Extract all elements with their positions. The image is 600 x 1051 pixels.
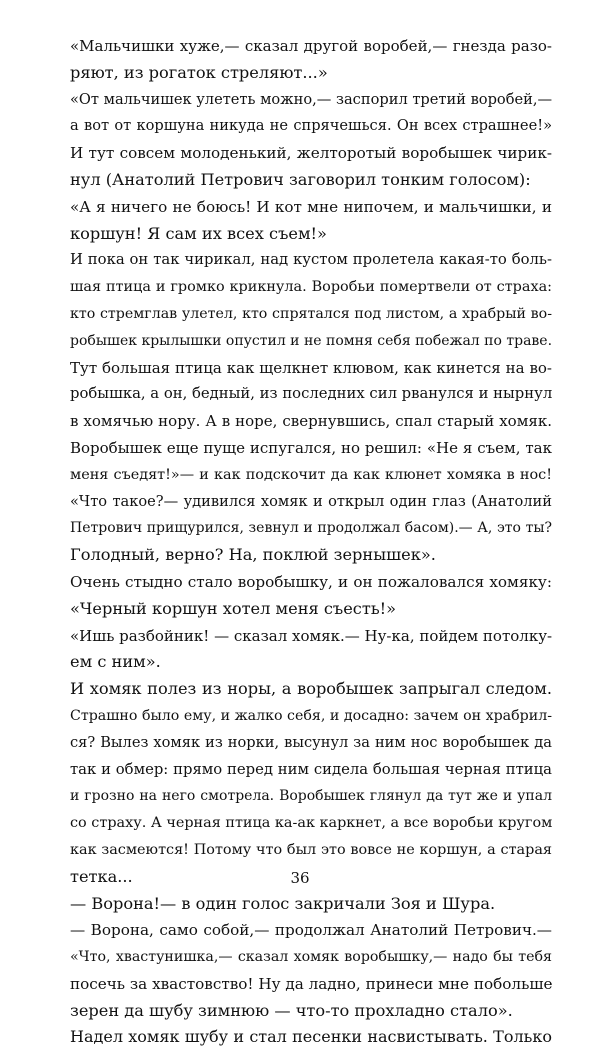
text-line: Тут большая птица как щелкнет клювом, как кинется на во- [70, 358, 552, 377]
text-line: Воробышек еще пуще испугался, но решил: «Не я съем, так [70, 438, 552, 457]
text-line: робышек крылышки опустил и не помня себя побежал по траве. [70, 332, 553, 349]
text-line: — Ворона, само собой,— продолжал Анатолий Петрович.— [70, 921, 552, 940]
text-line: как засмеются! Потому что был это вовсе не коршун, а старая [70, 841, 552, 858]
text-line: робышка, а он, бедный, из последних сил рванулся и нырнул [70, 385, 553, 403]
text-line: «Что такое?— удивился хомяк и открыл один глаз (Анатолий [70, 492, 552, 510]
text-line: а вот от коршуна никуда не спрячешься. Он всех страшнее!» [70, 117, 552, 135]
page-number: 36 [290, 869, 310, 887]
text-line: И тут совсем молоденький, желторотый воробышек чирик- [70, 144, 552, 163]
text-line: и грозно на него смотрела. Воробышек глянул да тут же и упал [70, 788, 552, 805]
body-text [70, 33, 552, 1051]
text-line: кто стремглав улетел, кто спрятался под листом, а храбрый во- [70, 305, 552, 322]
text-line: Очень стыдно стало воробышку, и он пожаловался хомяку: [70, 572, 552, 591]
text-line: в хомячью нору. А в норе, свернувшись, спал старый хомяк. [70, 412, 552, 431]
text-line: меня съедят!»— и как подскочит да как клюнет хомяка в нос! [70, 466, 552, 483]
text-line: коршун! Я сам их всех съем!» [70, 223, 327, 243]
text-line: «Мальчишки хуже,— сказал другой воробей,— гнезда разо- [70, 37, 552, 55]
text-line: со страху. А черная птица ка-ак каркнет, а все воробьи кругом [70, 815, 553, 832]
text-line: Надел хомяк шубу и стал песенки насвистывать. Только [70, 1027, 552, 1047]
text-line: Голодный, верно? На, поклюй зернышек». [70, 545, 436, 565]
text-line: тетка... [70, 866, 133, 886]
text-line: Страшно было ему, и жалко себя, и досадно: зачем он храбрил- [70, 707, 553, 724]
text-line: И хомяк полез из норы, а воробышек запрыгал следом. [70, 679, 552, 699]
text-line: Петрович прищурился, зевнул и продолжал басом).— А, это ты? [70, 520, 552, 537]
text-line: «Ишь разбойник! — сказал хомяк.— Ну-ка, пойдем потолку- [70, 626, 553, 645]
text-line: «А я ничего не боюсь! И кот мне нипочем, и мальчишки, и [70, 197, 552, 216]
text-line: зерен да шубу зимнюю — что-то прохладно стало». [70, 1000, 513, 1020]
text-line: ряют, из рогаток стреляют...» [70, 62, 328, 82]
text-line: — Ворона!— в один голос закричали Зоя и Шура. [70, 893, 496, 913]
text-line: шая птица и громко крикнула. Воробьи помертвели от страха: [70, 279, 552, 296]
text-line: ем с ним». [70, 652, 161, 672]
text-line: «Что, хвастунишка,— сказал хомяк воробышку,— надо бы тебя [70, 949, 552, 966]
text-line: нул (Анатолий Петрович заговорил тонким голосом): [70, 169, 531, 189]
text-line: так и обмер: прямо перед ним сидела большая черная птица [70, 760, 552, 778]
text-line: «От мальчишек улететь можно,— заспорил третий воробей,— [70, 90, 553, 108]
text-line: «Черный коршун хотел меня съесть!» [70, 598, 397, 618]
text-line: И пока он так чирикал, над кустом пролетела какая-то боль- [70, 251, 552, 269]
text-line: посечь за хвастовство! Ну да ладно, принеси мне побольше [70, 974, 553, 993]
text-line: ся? Вылез хомяк из норки, высунул за ним нос воробышек да [70, 733, 552, 751]
